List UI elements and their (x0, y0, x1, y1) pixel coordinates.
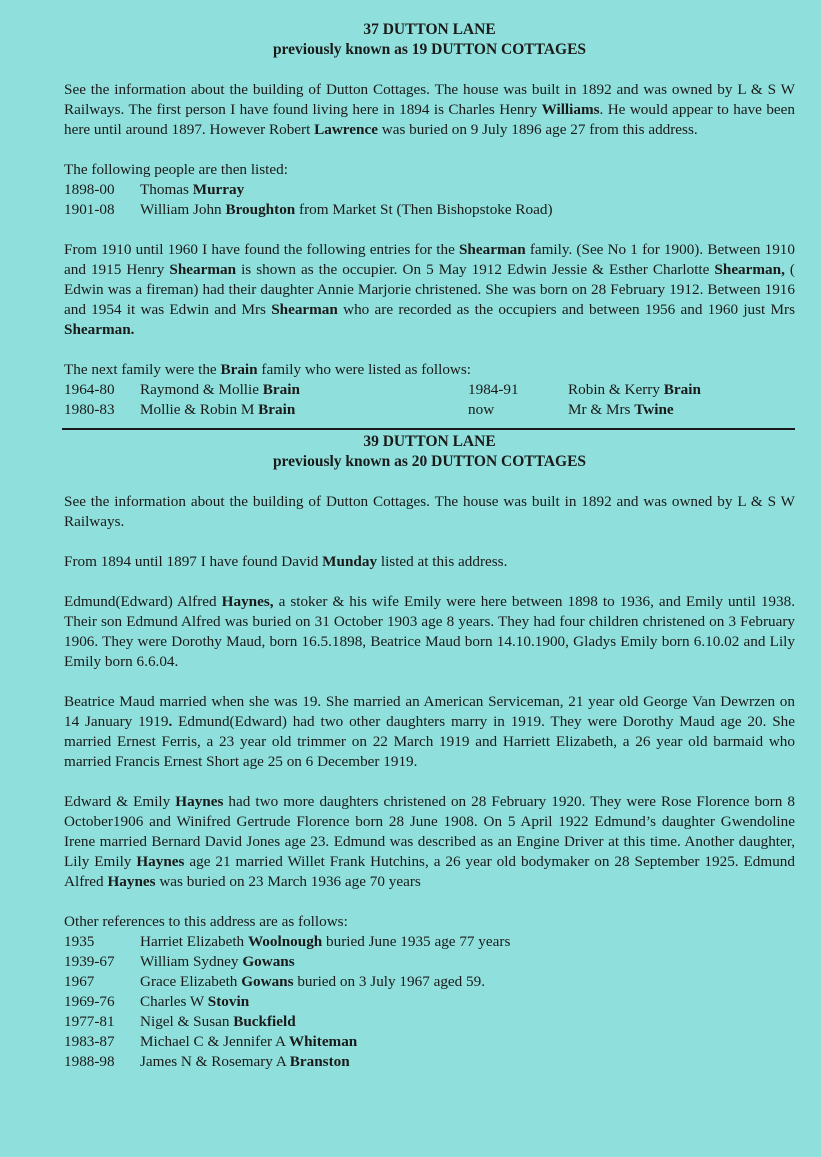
list-item: 1967 Grace Elizabeth Gowans buried on 3 July 1967 aged 59. (64, 973, 486, 990)
refs-list (64, 932, 795, 1072)
section-divider (62, 428, 795, 430)
brain-intro: The next family were the Brain family who were listed as follows: (64, 361, 472, 378)
section1-title: 37 DUTTON LANE (363, 21, 496, 38)
refs-intro: Other references to this address are as follows: (64, 913, 348, 930)
list-item: 1935 Harriet Elizabeth Woolnough buried June 1935 age 77 years (64, 933, 511, 950)
listed-intro: The following people are then listed: (64, 161, 288, 178)
section1-para1: See the information about the building of Dutton Cottages. The house was built in 1892 and was owned by L & S W Railways. The first person I have found living here in 1894 is Charles Henry Williams. He would appear to have been here until around 1897. However Robert Lawrence was buried on 9 July 1896 age 27 from this address. (64, 81, 795, 138)
section2-subtitle: previously known as 20 DUTTON COTTAGES (272, 453, 587, 470)
list-item: 1898-00 Thomas Murray (64, 181, 245, 198)
section1-subtitle: previously known as 19 DUTTON COTTAGES (272, 41, 587, 58)
section2-title: 39 DUTTON LANE (363, 433, 496, 450)
list-item: 1988-98 James N & Rosemary A Branston (64, 1053, 350, 1070)
list-item: 1939-67 William Sydney Gowans (64, 953, 295, 970)
list-item: 1977-81 Nigel & Susan Buckfield (64, 1013, 296, 1030)
section1-para2: From 1910 until 1960 I have found the following entries for the Shearman family. (See No 1 for 1900). Between 1910 and 1915 Henry Shearman is shown as the occupier. On 5 May 1912 Edwin Jessie & Esther Charlotte Shearman, ( Edwin was a fireman) had their daughter Annie Marjorie christened. She was born on 28 February 1912. Between 1916 and 1954 it was Edwin and Mrs Shearman who are recorded as the occupiers and between 1956 and 1960 just Mrs Shearman. (64, 241, 795, 338)
section2-para2: From 1894 until 1897 I have found David Munday listed at this address. (64, 553, 508, 570)
section2-para5: Edward & Emily Haynes had two more daughters christened on 28 February 1920. They were Rose Florence born 8 October1906 and Winifred Gertrude Florence born 28 June 1908. On 5 April 1922 Edmund’s daughter Gwendoline Irene married Bernard David Jones age 23. Edmund was described as an Engine Driver at this time. Another daughter, Lily Emily Haynes age 21 married Willet Frank Hutchins, a 26 year old bodymaker on 28 September 1925. Edmund Alfred Haynes was buried on 23 March 1936 age 70 years (64, 793, 796, 890)
listed-list (64, 180, 795, 220)
section2-para1: See the information about the building of Dutton Cottages. The house was built in 1892 and was owned by L & S W Railways. (64, 493, 795, 530)
list-item: 1901-08 William John Broughton from Market St (Then Bishopstoke Road) (64, 201, 553, 218)
brain-list: 1964-80 Raymond & Mollie Brain 1984-91 Robin & Kerry Brain 1980-83 Mollie & Robin M Brain now Mr & Mrs Twine (64, 381, 701, 418)
list-item: 1969-76 Charles W Stovin (64, 993, 250, 1010)
section2-para3: Edmund(Edward) Alfred Haynes, a stoker & his wife Emily were here between 1898 to 1936, and Emily until 1938. Their son Edmund Alfred was buried on 31 October 1903 age 8 years. They had four children christened on 3 February 1906. They were Dorothy Maud, born 16.5.1898, Beatrice Maud born 14.10.1900, Gladys Emily born 6.10.02 and Lily Emily born 6.6.04. (64, 593, 795, 670)
list-item: 1983-87 Michael C & Jennifer A Whiteman (64, 1033, 358, 1050)
section2-para4: Beatrice Maud married when she was 19. She married an American Serviceman, 21 year old George Van Dewrzen on 14 January 1919. Edmund(Edward) had two other daughters marry in 1919. They were Dorothy Maud age 20. She married Ernest Ferris, a 23 year old trimmer on 22 March 1919 and Harriett Elizabeth, a 26 year old barmaid who married Francis Ernest Short age 25 on 6 December 1919. (64, 693, 795, 770)
